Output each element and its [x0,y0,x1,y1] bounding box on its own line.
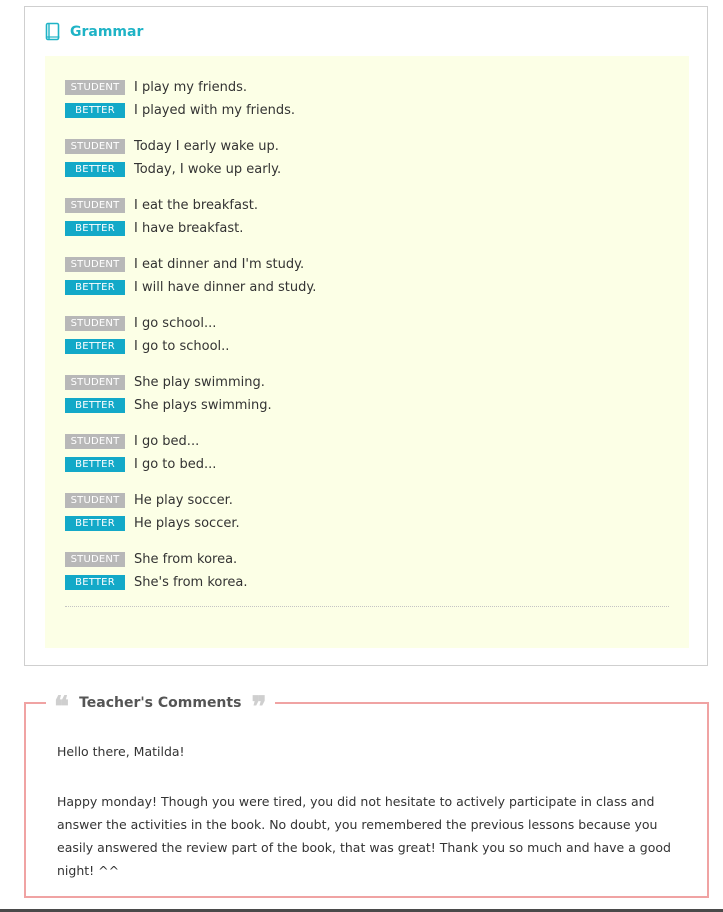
correction-pair [65,548,669,607]
correction-pair [65,253,669,312]
better-tag: BETTER [65,103,125,118]
dotted-divider [65,606,669,607]
correction-pair [65,371,669,430]
student-tag: STUDENT [65,375,125,390]
student-tag: STUDENT [65,316,125,331]
teacher-comments-header [46,690,275,723]
student-line [65,76,669,99]
student-line [65,312,669,335]
student-sentence: Today I early wake up. [134,139,279,154]
grammar-card [24,6,708,666]
better-tag: BETTER [65,280,125,295]
better-sentence: I played with my friends. [134,103,296,118]
teacher-comments-title: Teacher's Comments [79,695,242,711]
student-tag: STUDENT [65,257,125,272]
close-quote-icon: ❞ [251,690,267,723]
better-line [65,394,669,417]
grammar-header [45,21,143,43]
better-line [65,217,669,240]
better-sentence: I go to bed... [134,457,217,472]
better-line [65,453,669,476]
comment-greeting: Hello there, Matilda! [57,744,185,759]
correction-list [65,76,669,607]
student-line [65,135,669,158]
better-tag: BETTER [65,162,125,177]
student-line [65,194,669,217]
better-tag: BETTER [65,339,125,354]
comment-body: Happy monday! Though you were tired, you did not hesitate to actively participate in class and answer the activities in the book. No doubt, you remembered the previous lessons because you easily answered the review part of the book, that was great! Thank you so much and have a good night! ^^ [57,794,671,878]
better-line [65,276,669,299]
correction-pair [65,194,669,253]
better-sentence: I go to school.. [134,339,230,354]
student-tag: STUDENT [65,198,125,213]
better-sentence: Today, I woke up early. [134,162,282,177]
better-sentence: I will have dinner and study. [134,280,317,295]
correction-pair [65,489,669,548]
book-icon [45,22,61,42]
student-tag: STUDENT [65,80,125,95]
student-sentence: I eat the breakfast. [134,198,258,213]
better-tag: BETTER [65,457,125,472]
better-sentence: I have breakfast. [134,221,244,236]
better-tag: BETTER [65,221,125,236]
better-sentence: He plays soccer. [134,516,240,531]
student-line [65,253,669,276]
student-sentence: She from korea. [134,552,238,567]
student-line [65,548,669,571]
better-sentence: She's from korea. [134,575,248,590]
better-line [65,99,669,122]
student-tag: STUDENT [65,139,125,154]
student-sentence: I play my friends. [134,80,248,95]
better-line [65,571,669,594]
better-tag: BETTER [65,575,125,590]
student-tag: STUDENT [65,434,125,449]
student-sentence: I go bed... [134,434,200,449]
student-sentence: I go school... [134,316,217,331]
student-sentence: He play soccer. [134,493,233,508]
open-quote-icon: ❝ [54,690,70,723]
grammar-title: Grammar [70,24,144,40]
better-line [65,335,669,358]
better-line [65,158,669,181]
student-line [65,430,669,453]
grammar-panel [45,56,689,648]
student-line [65,371,669,394]
correction-pair [65,430,669,489]
better-sentence: She plays swimming. [134,398,272,413]
student-sentence: She play swimming. [134,375,265,390]
student-sentence: I eat dinner and I'm study. [134,257,305,272]
correction-pair [65,312,669,371]
correction-pair [65,135,669,194]
better-tag: BETTER [65,516,125,531]
student-tag: STUDENT [65,493,125,508]
better-tag: BETTER [65,398,125,413]
better-line [65,512,669,535]
student-tag: STUDENT [65,552,125,567]
student-line [65,489,669,512]
correction-pair [65,76,669,135]
